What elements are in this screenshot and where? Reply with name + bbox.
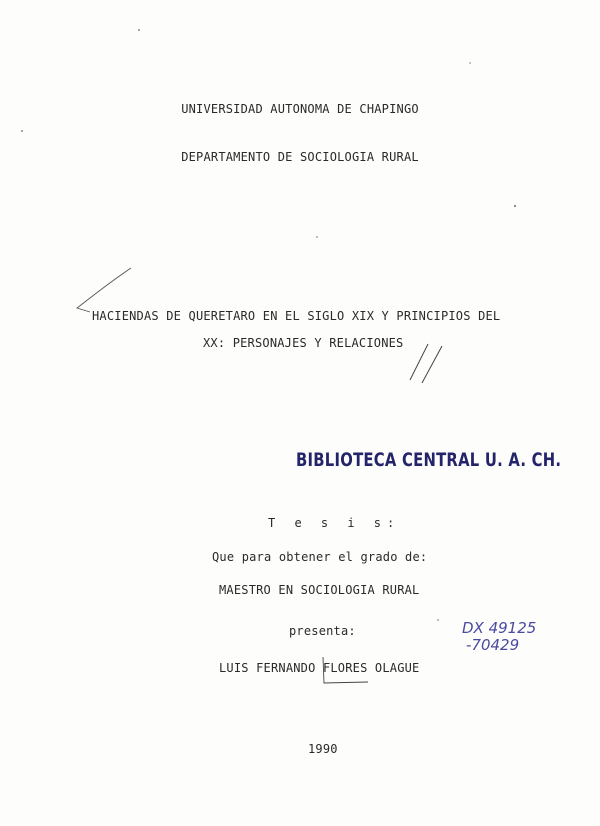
paper-speck-5 (437, 619, 439, 621)
thesis-label: T e s i s: (268, 516, 401, 530)
department-name: DEPARTAMENTO DE SOCIOLOGIA RURAL (181, 150, 419, 164)
handwritten-note-line-2: -70429 (466, 636, 520, 654)
handwritten-note-line-1: DX 49125 (462, 619, 537, 637)
thesis-title-line-1: HACIENDAS DE QUERETARO EN EL SIGLO XIX Y PRINCIPIOS DEL (92, 309, 501, 323)
thesis-year: 1990 (308, 742, 338, 756)
paper-speck-4 (316, 236, 318, 238)
university-name: UNIVERSIDAD AUTONOMA DE CHAPINGO (181, 102, 419, 116)
thesis-title-line-2: XX: PERSONAJES Y RELACIONES (203, 336, 404, 350)
paper-speck-3 (514, 205, 516, 207)
title-open-mark (77, 268, 131, 312)
paper-speck-2 (21, 130, 23, 132)
library-stamp: BIBLIOTECA CENTRAL U. A. CH. (296, 449, 562, 471)
title-close-mark-2 (422, 346, 442, 383)
author-mark (323, 657, 368, 683)
paper-speck-6 (469, 62, 471, 64)
degree-name: MAESTRO EN SOCIOLOGIA RURAL (219, 583, 420, 597)
author-name: LUIS FERNANDO FLORES OLAGUE (219, 661, 420, 675)
presents-label: presenta: (289, 624, 356, 638)
degree-purpose: Que para obtener el grado de: (212, 550, 428, 564)
paper-speck-1 (138, 29, 140, 31)
title-close-mark-1 (410, 344, 428, 380)
